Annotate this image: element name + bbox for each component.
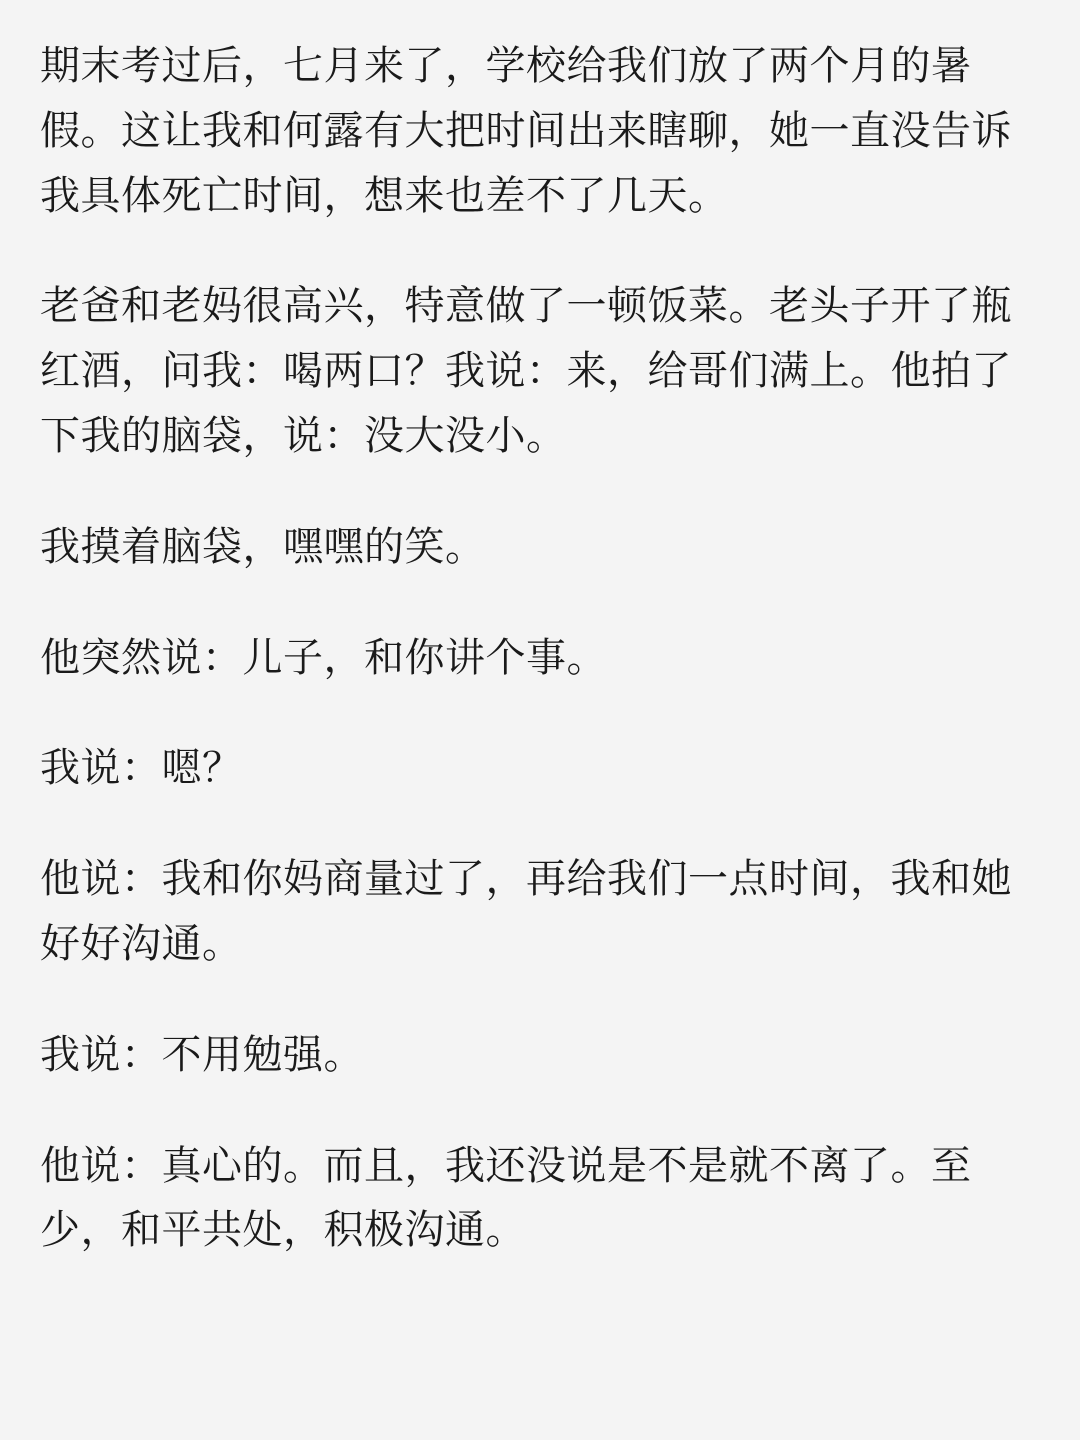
paragraph: 他说：真心的。而且，我还没说是不是就不离了。至少，和平共处，积极沟通。: [40, 1143, 972, 1253]
paragraph: 我摸着脑袋，嘿嘿的笑。: [40, 524, 486, 569]
article-body: [40, 34, 1040, 1263]
paragraph: 他说：我和你妈商量过了，再给我们一点时间，我和她好好沟通。: [40, 857, 1012, 966]
paragraph: 我说：不用勉强。: [40, 1032, 364, 1077]
paragraph: 期末考过后，七月来了，学校给我们放了两个月的暑假。这让我和何露有大把时间出来瞎聊，她一直没告诉我具体死亡时间，想来也差不了几天。: [40, 44, 1012, 218]
paragraph: 他突然说：儿子，和你讲个事。: [40, 635, 607, 680]
paragraph: 老爸和老妈很高兴，特意做了一顿饭菜。老头子开了瓶红酒，问我：喝两口？我说：来，给哥们满上。他拍了下我的脑袋，说：没大没小。: [40, 284, 1012, 458]
paragraph: 我说：嗯？: [40, 746, 243, 791]
